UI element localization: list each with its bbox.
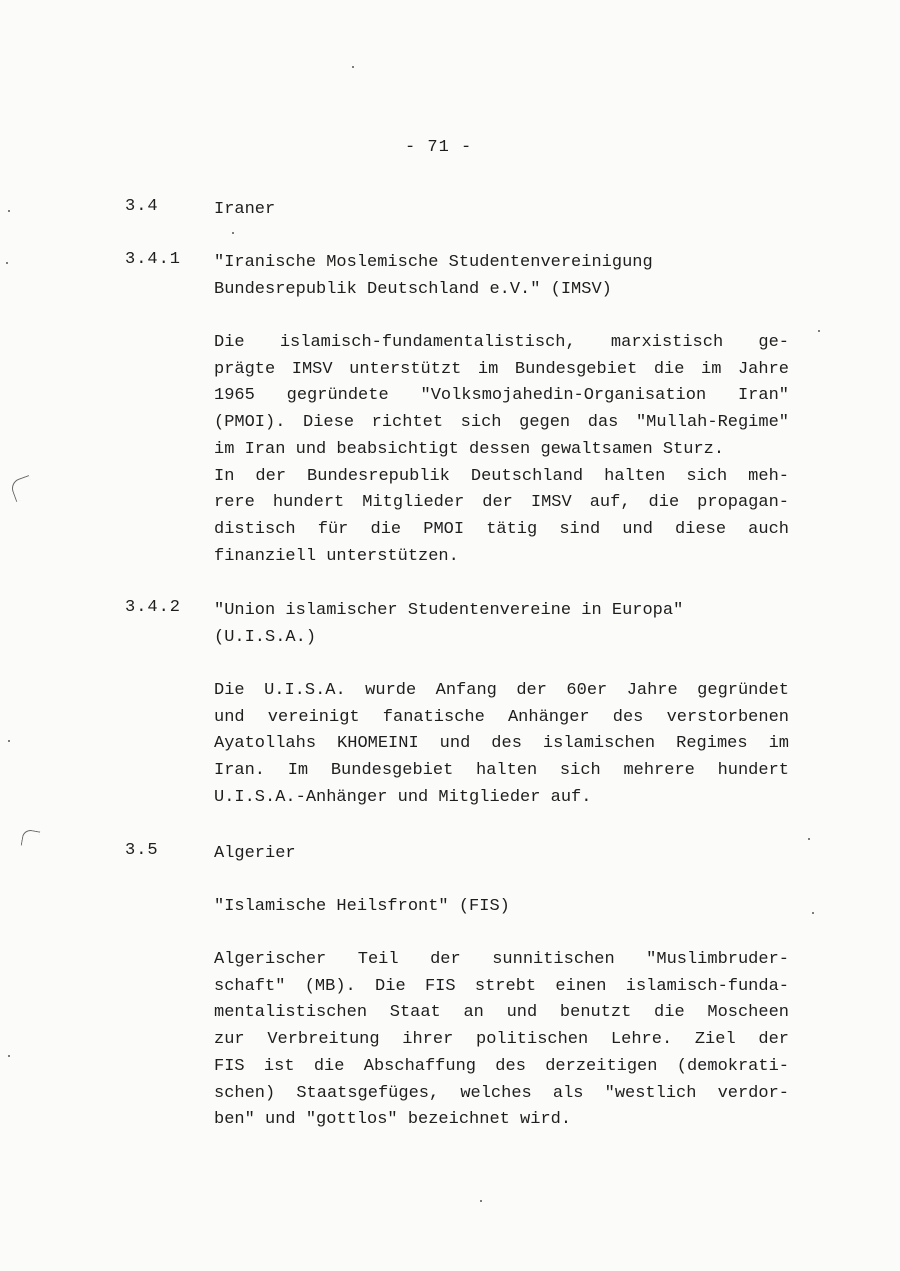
text-line: Iran. Im Bundesgebiet halten sich mehrere hundert [214, 761, 789, 781]
section-title-uisa [214, 598, 794, 651]
scan-speck [6, 262, 8, 264]
scan-speck [352, 66, 354, 68]
scan-speck [8, 1055, 10, 1057]
text-line: Die islamisch-fundamentalistisch, marxistisch ge- [214, 333, 789, 352]
section-title-algerier: Algerier [214, 844, 296, 863]
text-line: Algerischer Teil der sunnitischen "Muslimbruder- [214, 950, 789, 969]
scan-speck [8, 740, 10, 742]
text-line: 1965 gegründete "Volksmojahedin-Organisation Iran" [214, 386, 789, 406]
text-line: mentalistischen Staat an und benutzt die Moscheen [214, 1003, 789, 1023]
text-line: distisch für die PMOI tätig sind und diese auch [214, 519, 789, 539]
section-title-iraner: Iraner [214, 200, 276, 219]
text-line: zur Verbreitung ihrer politischen Lehre. Ziel der [214, 1030, 789, 1050]
text-line: (PMOI). Diese richtet sich gegen das "Mullah-Regime" [214, 413, 789, 433]
scan-speck [808, 838, 810, 840]
scan-speck [818, 330, 820, 332]
text-line: finanziell unterstützen. [214, 546, 459, 566]
section-number-3-4-1: 3.4.1 [125, 250, 182, 269]
section-title-line: "Union islamischer Studentenvereine in Europa" [214, 601, 684, 620]
scan-speck [480, 1200, 482, 1202]
punch-hole-mark [9, 475, 36, 502]
text-line: U.I.S.A.-Anhänger und Mitglieder auf. [214, 787, 592, 807]
text-line: ben" und "gottlos" bezeichnet wird. [214, 1110, 572, 1130]
text-line: FIS ist die Abschaffung des derzeitigen (demokrati- [214, 1056, 789, 1076]
paragraph-fis [214, 947, 789, 1134]
section-title-line: "Iranische Moslemische Studentenvereinigung [214, 253, 653, 272]
section-title-line: Bundesrepublik Deutschland e.V." (IMSV) [214, 279, 612, 299]
section-number-3-4: 3.4 [125, 197, 159, 216]
section-title-line: (U.I.S.A.) [214, 627, 317, 647]
text-line: schaft" (MB). Die FIS strebt einen islamisch-funda- [214, 976, 789, 996]
scan-speck [232, 232, 234, 234]
scan-speck [812, 912, 814, 914]
section-title-imsv [214, 250, 794, 303]
text-line: und vereinigt fanatische Anhänger des verstorbenen [214, 707, 789, 727]
paragraph-imsv [214, 330, 789, 570]
section-subtitle-fis: "Islamische Heilsfront" (FIS) [214, 897, 510, 916]
text-line: In der Bundesrepublik Deutschland halten sich meh- [214, 466, 789, 486]
text-line: Ayatollahs KHOMEINI und des islamischen Regimes im [214, 734, 789, 754]
section-number-3-4-2: 3.4.2 [125, 598, 182, 617]
text-line: prägte IMSV unterstützt im Bundesgebiet die im Jahre [214, 359, 789, 379]
punch-hole-mark [21, 829, 41, 849]
text-line: rere hundert Mitglieder der IMSV auf, die propagan- [214, 493, 789, 513]
text-line: schen) Staatsgefüges, welches als "westlich verdor- [214, 1083, 789, 1103]
section-number-3-5: 3.5 [125, 841, 159, 860]
text-line: Die U.I.S.A. wurde Anfang der 60er Jahre gegründet [214, 681, 789, 700]
text-line: im Iran und beabsichtigt dessen gewaltsamen Sturz. [214, 439, 725, 459]
scan-speck [8, 210, 10, 212]
page-number: - 71 - [405, 138, 473, 157]
paragraph-uisa [214, 678, 789, 812]
